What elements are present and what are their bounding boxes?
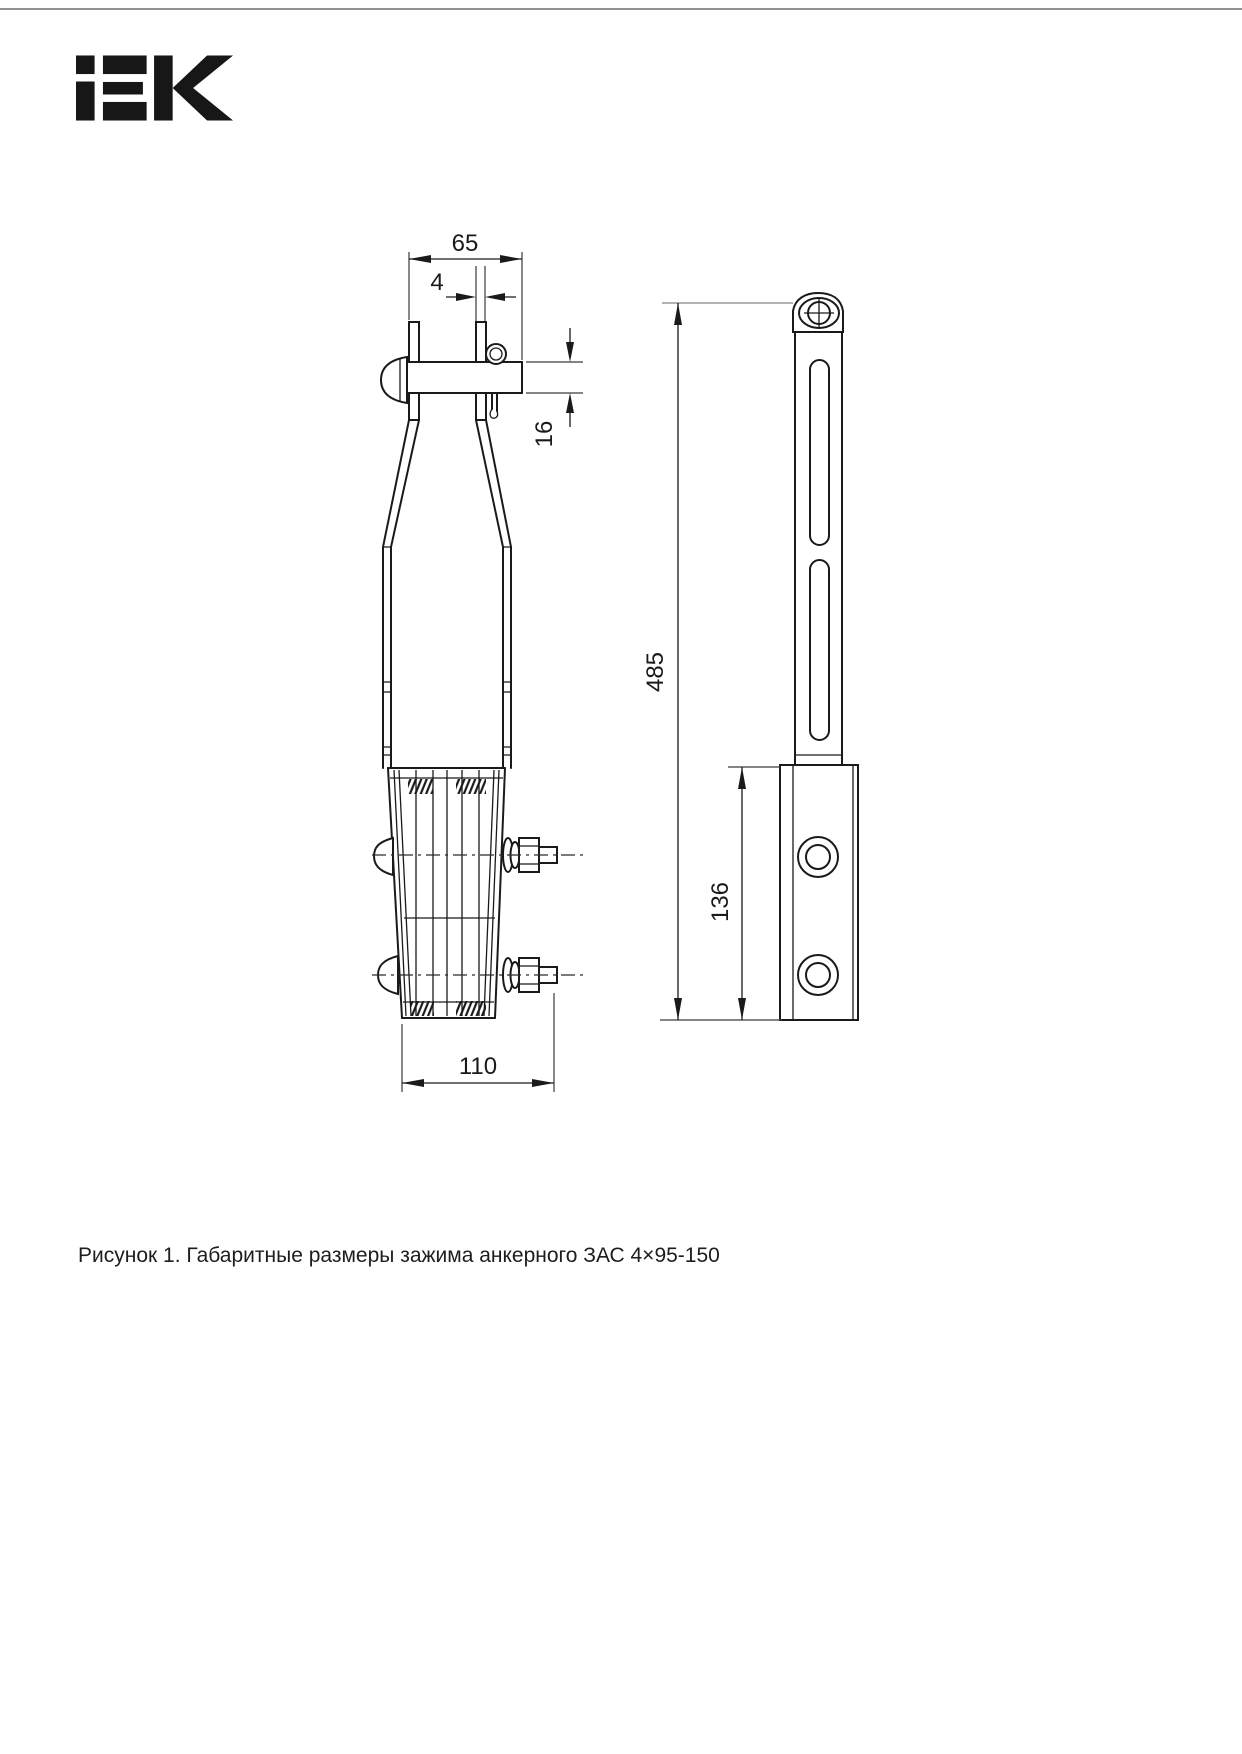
serration-bottom-right [456,1001,486,1016]
dim-plate-thickness [430,266,516,321]
pin-dome-head [381,357,407,403]
dim-body-height [707,767,780,1020]
dim-pin-diameter [526,328,583,447]
front-view [372,230,588,1092]
serration-top-right [456,779,486,794]
side-view [642,293,858,1020]
clevis-pin [381,357,522,403]
dim-label-485: 485 [642,651,669,693]
side-clamp-body [780,765,858,1020]
dim-label-16: 16 [531,420,558,448]
side-strips [383,547,511,768]
dim-label-4: 4 [430,269,444,296]
serration-bottom-left [411,1001,434,1016]
dim-label-136: 136 [707,881,734,923]
bolt-upper-dome-head [374,838,393,875]
dim-label-110: 110 [458,1053,498,1080]
dim-label-65: 65 [451,230,479,257]
side-slotted-bar [795,332,842,765]
figure-caption: Рисунок 1. Габаритные размеры зажима анкерного ЗАС 4×95-150 [78,1244,720,1267]
wedge-body [388,768,505,1018]
side-top-cap [793,293,843,332]
serration-top-left [408,779,433,794]
